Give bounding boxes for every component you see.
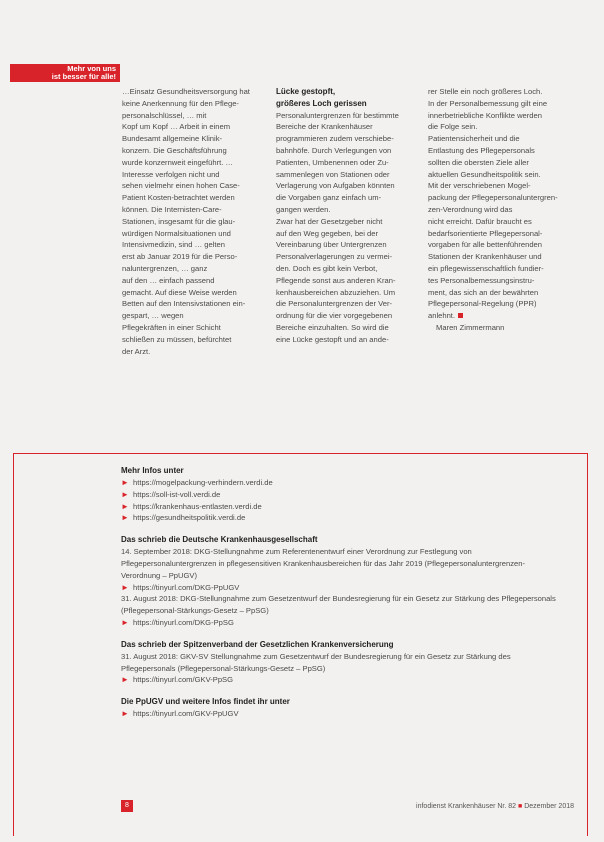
text-line: In der Personalbemessung gilt eine [428, 98, 548, 108]
text-line: Interesse verfolgen nicht und [122, 169, 220, 179]
text-line: auf den … einfach passend [122, 275, 215, 285]
link-text[interactable]: https://tinyurl.com/GKV-PpUGV [133, 709, 239, 719]
footer-date: Dezember 2018 [524, 803, 574, 810]
text-line: …Einsatz Gesundheitsversorgung hat [122, 87, 250, 96]
text-line: Verlagerung von Aufgaben könnten [276, 181, 395, 191]
text-line: rer Stelle ein noch größeres Loch. [428, 87, 543, 96]
text-line: nicht erreicht. Dafür braucht es [428, 216, 532, 226]
text-line: eine Lücke gestopft und an ande- [276, 334, 389, 344]
text-line: zen-Verordnung wird das [428, 204, 513, 214]
text-line: Personaluntergrenzen für bestimmte [276, 110, 399, 120]
link-mogelpackung[interactable] [121, 477, 561, 489]
text-line: packung der Pflegepersonaluntergren- [428, 193, 558, 203]
text-line: Kopf um Kopf … Arbeit in einem [122, 122, 231, 132]
text-line: naluntergrenzen, … ganz [122, 263, 208, 273]
link-gkv-ppsg[interactable] [121, 674, 561, 686]
link-gesundheitspolitik[interactable] [121, 512, 561, 524]
text-line: schließen zu müssen, befürchtet [122, 334, 232, 344]
text-line: ment, das sich an der bewährten [428, 287, 539, 297]
article-column-1 [122, 86, 268, 357]
text-line: gangen werden. [276, 204, 331, 214]
text-line: vorgaben für alle bettenführenden [428, 240, 542, 250]
section-tag [10, 64, 120, 82]
more-info-heading: Mehr Infos unter [121, 466, 184, 475]
page-number: 8 [121, 800, 133, 812]
text-line: sammenlegen von Stationen oder [276, 169, 390, 179]
arrow-icon: ► [121, 513, 129, 523]
text-line: sehen vielmehr einen hohen Case- [122, 181, 240, 191]
link-text[interactable]: https://krankenhaus-entlasten.verdi.de [133, 501, 262, 511]
arrow-icon: ► [121, 617, 129, 627]
text-line: Patientensicherheit und die [428, 134, 520, 144]
text-line: Pflegekräften in einer Schicht [122, 322, 221, 332]
text-line: Stationen, insgesamt für die glau- [122, 216, 236, 226]
text-line: wurde konzernweit eingeführt. … [122, 157, 234, 167]
subheading: Lücke gestopft, größeres Loch gerissen [276, 87, 367, 108]
text-line: anlehnt. [428, 310, 572, 322]
link-text[interactable]: https://soll-ist-voll.verdi.de [133, 489, 221, 499]
text-line: Zwar hat der Gesetzgeber nicht [276, 216, 383, 226]
text-line: keine Anerkennung für den Pflege- [122, 98, 239, 108]
footer-publication: infodienst Krankenhäuser Nr. 82 [416, 803, 517, 810]
text-line: die Vorgaben ganz einfach um- [276, 193, 382, 203]
text-line: den. Doch es gibt kein Verbot, [276, 263, 378, 273]
link-text[interactable]: https://mogelpackung-verhindern.verdi.de [133, 478, 273, 487]
text-line: bahnhöfe. Durch Verlegungen von [276, 145, 392, 155]
text-line: Patient Kosten-betrachtet werden [122, 193, 235, 203]
arrow-icon: ► [121, 709, 129, 719]
arrow-icon: ► [121, 501, 129, 511]
link-text[interactable]: https://tinyurl.com/DKG-PpUGV [133, 582, 240, 592]
text-line: Bundesamt allgemeine Klinik- [122, 134, 223, 144]
text-line: gemacht. Auf diese Weise werden [122, 287, 237, 297]
text-line: auf den Weg gegeben, bei der [276, 228, 379, 238]
arrow-icon: ► [121, 489, 129, 499]
dkg-heading: Das schrieb die Deutsche Krankenhausgesellschaft [121, 535, 318, 545]
text-line: ein pflegewissenschaftlich fundier- [428, 263, 544, 273]
link-dkg-ppsg[interactable] [121, 617, 561, 629]
dkg-text-2: 31. August 2018: DKG-Stellungnahme zum Gesetzentwurf der Bundesregierung für ein Gesetz zur Stärkung des Pflegepersonals (Pflegepersonal-Stärkungs-Gesetz – PpSG) [121, 594, 556, 616]
text-line: Bereiche einzuhalten. So wird die [276, 322, 389, 332]
text-line: Intensivmedizin, sind … gelten [122, 240, 225, 250]
article-column-3 [428, 86, 572, 334]
footer-separator-icon: ■ [518, 803, 523, 810]
link-soll-ist-voll[interactable] [121, 489, 561, 501]
dkg-text-1: 14. September 2018: DKG-Stellungnahme zum Referentenentwurf einer Verordnung zur Festlegung von Pflegepersonaluntergrenzen in pflegesensitiven Krankenhausbereichen für das Jahr 2019 (Pflegepersonaluntergrenzen-Verordnung – PpUGV) [121, 547, 526, 580]
text-line: konzern. Die Geschäftsführung [122, 145, 227, 155]
text-line: Personalverlagerungen zu vermei- [276, 252, 393, 262]
link-text[interactable]: https://tinyurl.com/GKV-PpSG [133, 675, 234, 685]
link-krankenhaus-entlasten[interactable] [121, 501, 561, 513]
section-tag-text: Mehr von uns ist besser für alle! [51, 64, 116, 81]
text-line: erst ab Januar 2019 für die Perso- [122, 252, 238, 262]
ppugv-heading: Die PpUGV und weitere Infos findet ihr unter [121, 697, 290, 707]
text-line: innerbetriebliche Konflikte werden [428, 110, 542, 120]
text-line: programmieren zudem verschiebe- [276, 134, 394, 144]
link-gkv-ppugv[interactable] [121, 708, 561, 720]
link-dkg-ppugv[interactable] [121, 582, 561, 594]
text-line: können. Die Internisten-Care- [122, 204, 222, 214]
text-line: Entlastung des Pflegepersonals [428, 145, 535, 155]
gkv-text: 31. August 2018: GKV-SV Stellungnahme zum Gesetzentwurf der Bundesregierung für ein Gesetz zur Stärkung des Pflegepersonals (Pflegepersonal-Stärkungs-Gesetz – PpSG) [121, 651, 511, 673]
text-line: Stationen der Krankenhäuser und [428, 252, 542, 262]
text-line: Pflegepersonal-Regelung (PPR) [428, 299, 537, 309]
text-line: die Folge sein. [428, 122, 478, 132]
text-line: Patienten, Umbenennen oder Zu- [276, 157, 389, 167]
arrow-icon: ► [121, 582, 129, 592]
text-line: aktuellen Gesundheitspolitik sein. [428, 169, 541, 179]
article-column-2 [276, 86, 406, 346]
text-line: tes Personalbemessungsinstru- [428, 275, 535, 285]
text-line: Pflegende sonst aus anderen Kran- [276, 275, 396, 285]
info-box [121, 465, 561, 730]
text-line: Mit der verschriebenen Mogel- [428, 181, 531, 191]
text-line: sollten die obersten Ziele aller [428, 157, 529, 167]
more-info-section [121, 465, 561, 524]
text-line: die Personaluntergrenzen der Ver- [276, 299, 393, 309]
link-text[interactable]: https://tinyurl.com/DKG-PpSG [133, 617, 234, 627]
end-mark-icon [458, 313, 463, 318]
ppugv-section [121, 696, 561, 720]
gkv-heading: Das schrieb der Spitzenverband der Gesetzlichen Krankenversicherung [121, 639, 394, 649]
text-line: Betten auf den Intensivstationen ein- [122, 299, 246, 309]
text-line: personalschlüssel, … mit [122, 110, 207, 120]
dkg-section [121, 534, 561, 629]
author-name: Maren Zimmermann [436, 322, 505, 332]
link-text[interactable]: https://gesundheitspolitik.verdi.de [133, 513, 246, 523]
text-line: gespart, … wegen [122, 311, 184, 321]
text-line: würdigen Normalsituationen und [122, 228, 231, 238]
gkv-section [121, 639, 561, 686]
footer [398, 803, 574, 810]
text-line: bedarfsorientierte Pflegepersonal- [428, 228, 543, 238]
arrow-icon: ► [121, 478, 129, 487]
text-line: kenhausbereichen abzuziehen. Um [276, 287, 396, 297]
text-line: Vereinbarung über Untergrenzen [276, 240, 387, 250]
text-line: der Arzt. [122, 346, 151, 356]
text-line: Bereiche der Krankenhäuser [276, 122, 373, 132]
text-line: ordnung für die vier vorgegebenen [276, 311, 393, 321]
arrow-icon: ► [121, 675, 129, 685]
